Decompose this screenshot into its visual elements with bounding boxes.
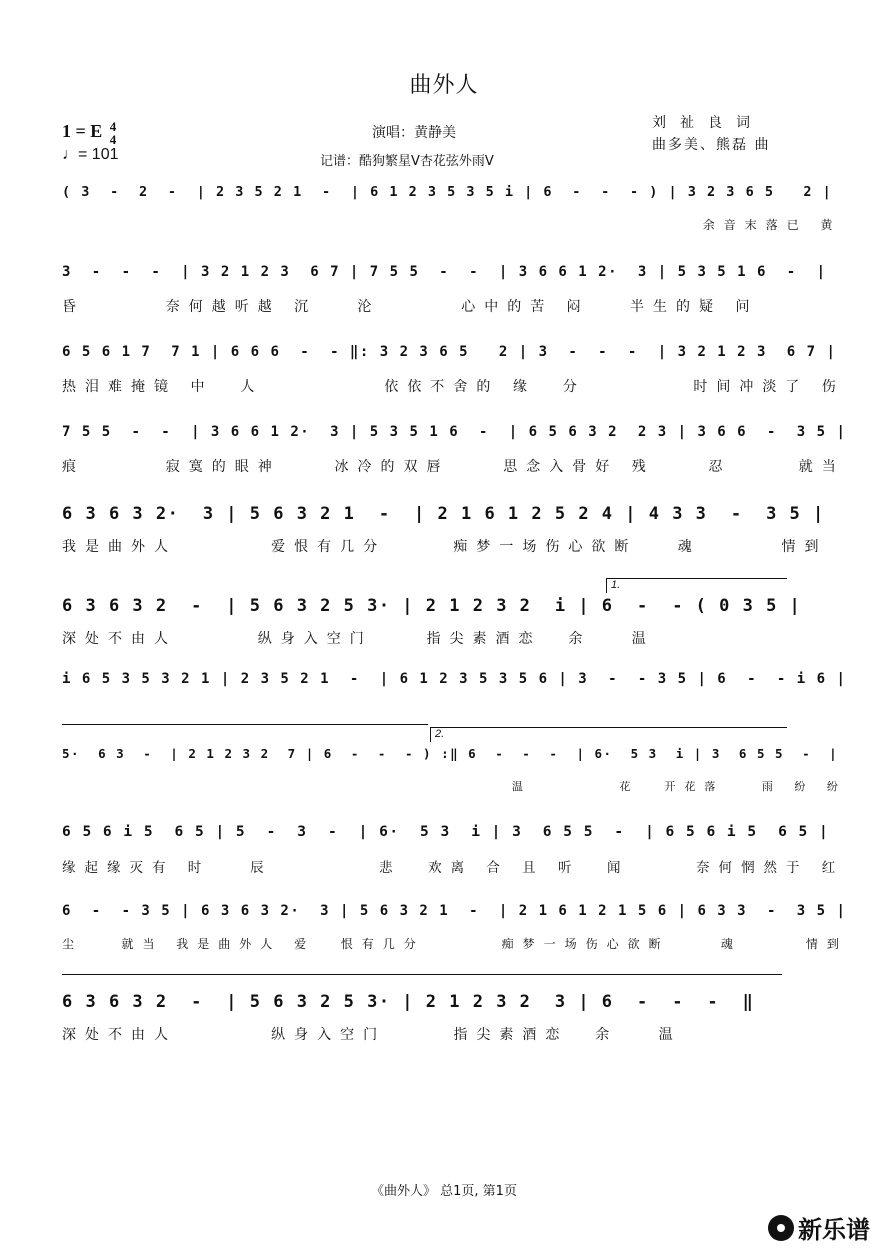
- tempo-mark: ♩= 101: [62, 146, 119, 163]
- score-row: [0, 818, 888, 898]
- lyric-line: 深处不由人 纵身入空门 指尖素酒恋 余 温: [62, 631, 655, 647]
- notation-line: 6 3 6 3 2 - | 5 6 3 2 5 3· | 2 1 2 3 2 3 | 6 - - - ‖: [62, 992, 755, 1012]
- lyric-line: 余音末落已 黄: [62, 218, 842, 232]
- score-row: [0, 178, 888, 258]
- volta-continuation-line: [62, 724, 428, 725]
- page-footer: 《曲外人》 总1页, 第1页: [371, 1184, 517, 1199]
- notation-line: 6 5 6 i 5 6 5 | 5 - 3 - | 6· 5 3 i | 3 6 5 5 - | 6 5 6 i 5 6 5 |: [62, 824, 830, 840]
- singer-credit: 演唱：黄静美: [372, 125, 456, 141]
- song-title: 曲外人: [409, 73, 479, 98]
- key-signature: [62, 120, 116, 146]
- notation-line: 6 - - 3 5 | 6 3 6 3 2· 3 | 5 6 3 2 1 - | 2 1 6 1 2 1 5 6 | 6 3 3 - 3 5 |: [62, 903, 847, 919]
- lyric-line: 昏 奈何越听越 沉 沦 心中的苦 闷 半生的疑 问: [62, 299, 759, 315]
- notation-line: 3 - - - | 3 2 1 2 3 6 7 | 7 5 5 - - | 3 6 6 1 2· 3 | 5 3 5 1 6 - |: [62, 264, 827, 280]
- time-signature: [110, 120, 117, 146]
- record-disc-icon: [768, 1215, 794, 1241]
- lyric-line: 痕 寂寞的眼神 冰冷的双唇 思念入骨好 残 忍 就当: [62, 459, 845, 475]
- score-row: [0, 258, 888, 338]
- notation-line: 6 3 6 3 2· 3 | 5 6 3 2 1 - | 2 1 6 1 2 5 2 4 | 4 3 3 - 3 5 |: [62, 504, 825, 524]
- notation-line: i 6 5 3 5 3 2 1 | 2 3 5 2 1 - | 6 1 2 3 5 3 5 6 | 3 - - 3 5 | 6 - - i 6 |: [62, 671, 847, 687]
- site-logo[interactable]: [768, 1210, 870, 1245]
- volta-first-ending: 1.: [606, 578, 787, 593]
- meter-bottom: 4: [109, 132, 117, 147]
- volta-second-ending: 2.: [430, 727, 787, 742]
- score-row: [0, 338, 888, 418]
- notation-line: ( 3 - 2 - | 2 3 5 2 1 - | 6 1 2 3 5 3 5 i | 6 - - - ) | 3 2 3 6 5 2 |: [62, 184, 833, 200]
- score-row: [0, 897, 888, 977]
- score-row: [0, 418, 888, 498]
- composer-credit: 曲多美、熊磊 曲: [652, 137, 771, 153]
- notation-line: 5· 6 3 - | 2 1 2 3 2 7 | 6 - - - ) :‖ 6 - - - | 6· 5 3 i | 3 6 5 5 - |: [62, 746, 839, 761]
- notation-line: 6 3 6 3 2 - | 5 6 3 2 5 3· | 2 1 2 3 2 i | 6 - - ( 0 3 5 |: [62, 596, 802, 616]
- lyric-line: 我是曲外人 爱恨有几分 痴梦一场伤心欲断 魂 情到: [62, 539, 828, 555]
- lyric-line: 热泪难掩镜 中 人 依依不舍的 缘 分 时间冲淡了 伤: [62, 379, 845, 395]
- score-row: [0, 590, 888, 670]
- notation-line: 7 5 5 - - | 3 6 6 1 2· 3 | 5 3 5 1 6 - | 6 5 6 3 2 2 3 | 3 6 6 - 3 5 |: [62, 424, 847, 440]
- lyric-line: 深处不由人 纵身入空门 指尖素酒恋 余 温: [62, 1027, 682, 1043]
- score-row: [0, 740, 888, 820]
- notation-line: 6 5 6 1 7 7 1 | 6 6 6 - - ‖: 3 2 3 6 5 2 | 3 - - - | 3 2 1 2 3 6 7 |: [62, 344, 837, 360]
- logo-text: 新乐谱: [798, 1216, 870, 1244]
- transcriber-credit: 记谱：酷狗繁星V杏花弦外雨V: [320, 154, 494, 169]
- meter-top: 4: [109, 119, 117, 134]
- score-row: [0, 986, 888, 1066]
- volta-continuation-line: [62, 974, 782, 975]
- lyric-line: 尘 就当 我是曲外人 爱 恨有几分 痴梦一场伤心欲断 魂 情到: [62, 937, 848, 951]
- lyricist-credit: 刘祉良词: [652, 115, 764, 131]
- lyric-line: 缘起缘灭有 时 辰 悲 欢离 合 且 听 闻 奈何惘然于 红: [62, 860, 845, 876]
- score-row: [0, 498, 888, 578]
- lyric-line: 温 花 开花落 雨 纷 纷: [62, 780, 847, 793]
- key-label: 1 = E: [62, 121, 103, 142]
